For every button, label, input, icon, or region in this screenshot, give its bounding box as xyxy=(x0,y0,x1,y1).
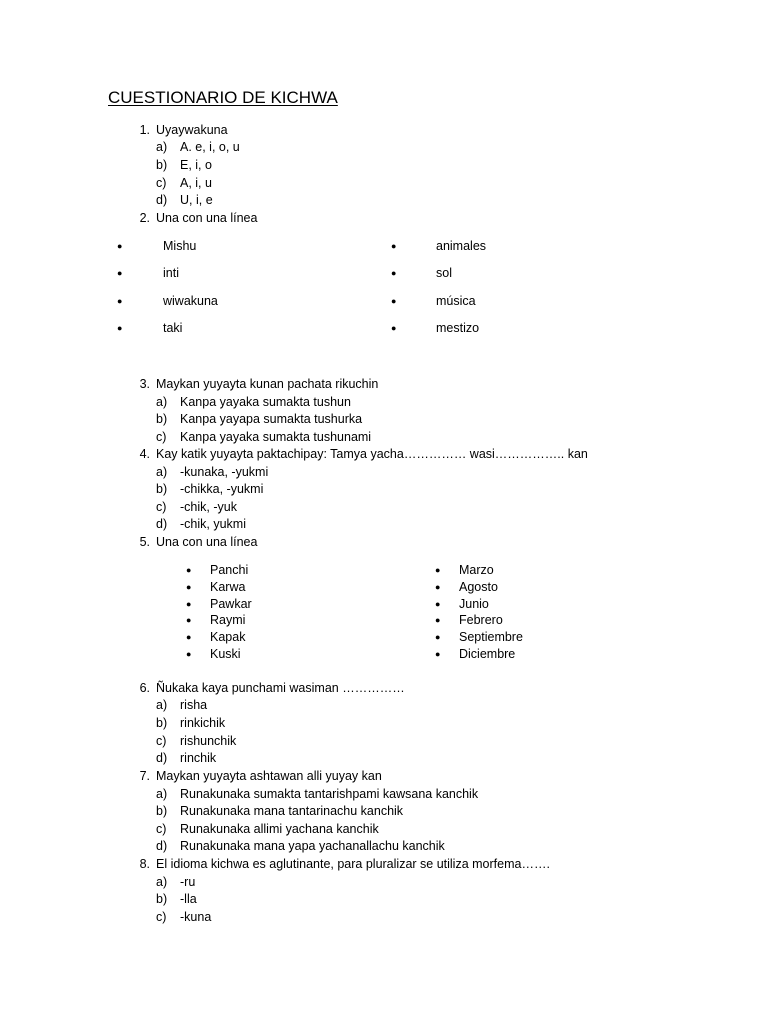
option-letter: b) xyxy=(156,412,168,426)
option-letter: d) xyxy=(156,193,168,207)
match-right-item: música xyxy=(436,294,476,308)
option-letter: c) xyxy=(156,822,167,836)
question-text: Maykan yuyayta ashtawan alli yuyay kan xyxy=(156,769,382,783)
option-text: Runakunaka mana yapa yachanallachu kanchik xyxy=(180,839,445,853)
question-number: 2. xyxy=(139,211,150,225)
bullet-icon: ● xyxy=(391,241,397,251)
question-number: 3. xyxy=(139,377,150,391)
bullet-icon: ● xyxy=(435,565,441,575)
option-text: rinkichik xyxy=(180,716,226,730)
match-right-item: animales xyxy=(436,239,487,253)
option-letter: d) xyxy=(156,751,168,765)
match-left-item: Raymi xyxy=(210,613,246,627)
match-right-item: mestizo xyxy=(436,321,480,335)
option-letter: b) xyxy=(156,804,168,818)
option-text: -chikka, -yukmi xyxy=(180,482,264,496)
match-left-item: Mishu xyxy=(163,239,197,253)
match-left-item: taki xyxy=(163,321,183,335)
question-text: Uyaywakuna xyxy=(156,123,228,137)
option-letter: c) xyxy=(156,500,167,514)
option-text: rinchik xyxy=(180,751,217,765)
option-text: -ru xyxy=(180,875,196,889)
option-letter: b) xyxy=(156,482,168,496)
match-left-item: Panchi xyxy=(210,563,249,577)
bullet-icon: ● xyxy=(186,565,192,575)
question-text: El idioma kichwa es aglutinante, para pluralizar se utiliza morfema……. xyxy=(156,857,550,871)
match-right-item: Septiembre xyxy=(459,630,523,644)
option-letter: a) xyxy=(156,698,168,712)
question-text: Una con una línea xyxy=(156,535,258,549)
option-text: -kuna xyxy=(180,910,212,924)
match-left-item: Kuski xyxy=(210,647,241,661)
bullet-icon: ● xyxy=(435,632,441,642)
bullet-icon: ● xyxy=(117,296,123,306)
question-text: Maykan yuyayta kunan pachata rikuchin xyxy=(156,377,379,391)
option-letter: c) xyxy=(156,734,167,748)
bullet-icon: ● xyxy=(186,582,192,592)
match-right-item: sol xyxy=(436,266,452,280)
question-number: 6. xyxy=(139,681,150,695)
bullet-icon: ● xyxy=(117,323,123,333)
question-text: Una con una línea xyxy=(156,211,258,225)
question-text: Kay katik yuyayta paktachipay: Tamya yacha…………… wasi…………….. kan xyxy=(156,447,588,461)
question-number: 5. xyxy=(139,535,150,549)
match-left-item: inti xyxy=(163,266,179,280)
question-number: 4. xyxy=(139,447,150,461)
option-text: -lla xyxy=(180,892,197,906)
option-letter: a) xyxy=(156,875,168,889)
option-letter: b) xyxy=(156,158,168,172)
question-number: 8. xyxy=(139,857,150,871)
option-text: -kunaka, -yukmi xyxy=(180,465,269,479)
option-letter: a) xyxy=(156,787,168,801)
bullet-icon: ● xyxy=(117,268,123,278)
match-right-item: Marzo xyxy=(459,563,494,577)
match-right-item: Febrero xyxy=(459,613,503,627)
match-right-item: Agosto xyxy=(459,580,498,594)
option-text: E, i, o xyxy=(180,158,212,172)
document-title: CUESTIONARIO DE KICHWA xyxy=(108,88,338,107)
match-left-item: Kapak xyxy=(210,630,246,644)
option-text: A. e, i, o, u xyxy=(180,140,240,154)
bullet-icon: ● xyxy=(391,323,397,333)
option-text: Kanpa yayapa sumakta tushurka xyxy=(180,412,363,426)
bullet-icon: ● xyxy=(391,268,397,278)
bullet-icon: ● xyxy=(186,632,192,642)
question-text: Ñukaka kaya punchami wasiman …………… xyxy=(156,681,405,695)
option-text: Runakunaka mana tantarinachu kanchik xyxy=(180,804,404,818)
bullet-icon: ● xyxy=(186,649,192,659)
option-letter: c) xyxy=(156,910,167,924)
bullet-icon: ● xyxy=(186,615,192,625)
option-letter: d) xyxy=(156,517,168,531)
bullet-icon: ● xyxy=(435,599,441,609)
option-letter: c) xyxy=(156,430,167,444)
option-text: -chik, yukmi xyxy=(180,517,246,531)
bullet-icon: ● xyxy=(117,241,123,251)
option-letter: b) xyxy=(156,716,168,730)
bullet-icon: ● xyxy=(186,599,192,609)
option-text: Kanpa yayaka sumakta tushunami xyxy=(180,430,372,444)
question-number: 7. xyxy=(139,769,150,783)
option-letter: a) xyxy=(156,395,168,409)
option-text: -chik, -yuk xyxy=(180,500,237,514)
match-right-item: Junio xyxy=(459,597,489,611)
match-left-item: Karwa xyxy=(210,580,246,594)
option-letter: c) xyxy=(156,176,167,190)
match-left-item: wiwakuna xyxy=(163,294,218,308)
question-number: 1. xyxy=(139,123,150,137)
option-letter: d) xyxy=(156,839,168,853)
option-text: U, i, e xyxy=(180,193,213,207)
option-letter: a) xyxy=(156,465,168,479)
bullet-icon: ● xyxy=(435,582,441,592)
option-text: Runakunaka sumakta tantarishpami kawsana kanchik xyxy=(180,787,479,801)
match-left-item: Pawkar xyxy=(210,597,252,611)
option-text: Kanpa yayaka sumakta tushun xyxy=(180,395,351,409)
bullet-icon: ● xyxy=(435,615,441,625)
option-text: A, i, u xyxy=(180,176,212,190)
option-letter: a) xyxy=(156,140,168,154)
option-text: Runakunaka allimi yachana kanchik xyxy=(180,822,379,836)
bullet-icon: ● xyxy=(391,296,397,306)
option-letter: b) xyxy=(156,892,168,906)
option-text: risha xyxy=(180,698,208,712)
bullet-icon: ● xyxy=(435,649,441,659)
match-right-item: Diciembre xyxy=(459,647,516,661)
option-text: rishunchik xyxy=(180,734,237,748)
